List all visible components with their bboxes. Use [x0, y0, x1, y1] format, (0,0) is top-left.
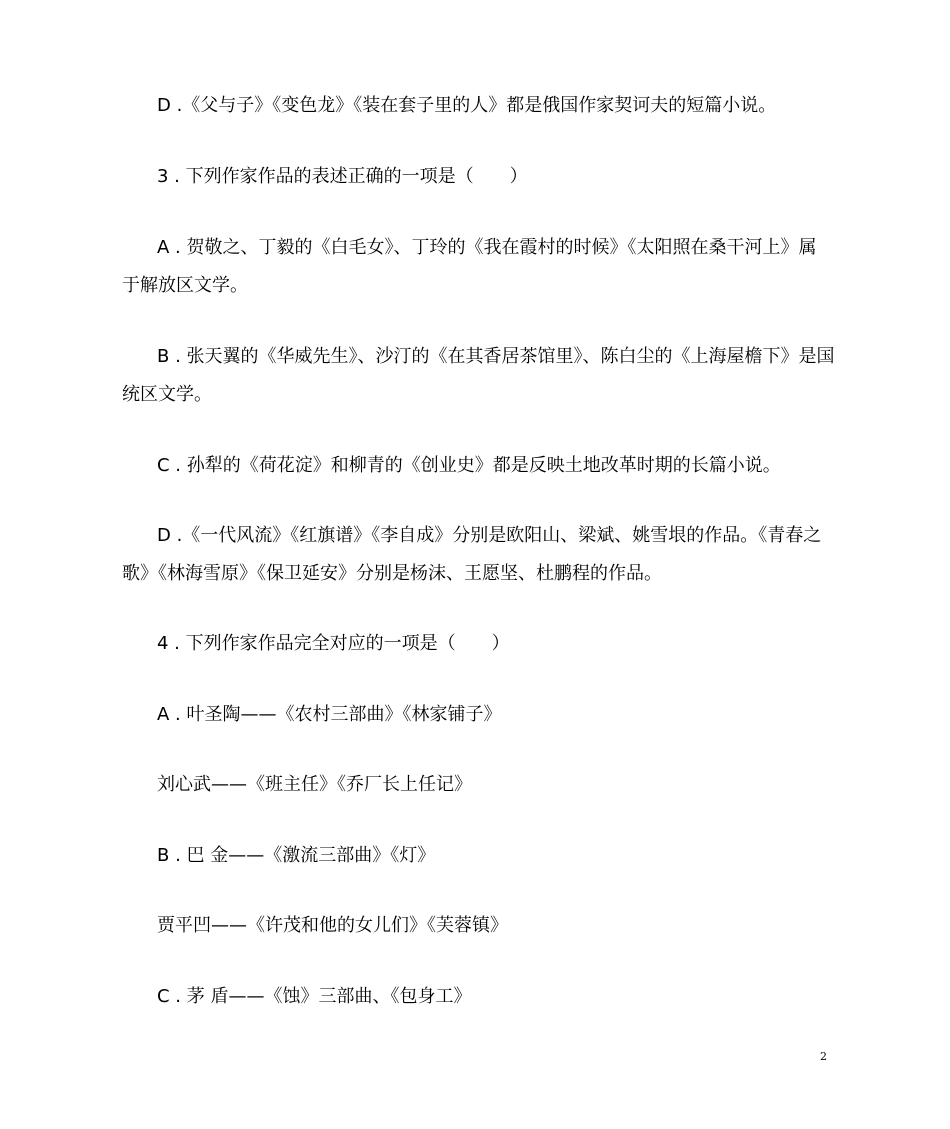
question-4-option-c-line-1: C . 茅 盾——《蚀》三部曲、《包身工》 [157, 986, 472, 1007]
question-4-option-b-line-2: 贾平凹——《许茂和他的女儿们》《芙蓉镇》 [157, 915, 508, 936]
question-4-option-a-line-2: 刘心武——《班主任》《乔厂长上任记》 [157, 774, 472, 795]
question-3-option-a-line-2: 于解放区文学。 [122, 275, 248, 296]
question-4-stem: 4 . 下列作家作品完全对应的一项是（ ） [157, 633, 510, 654]
option-d-question-2: D .《父与子》《变色龙》《装在套子里的人》都是俄国作家契诃夫的短篇小说。 [157, 95, 777, 116]
question-3-option-b-line-1: B . 张天翼的《华威先生》、沙汀的《在其香居茶馆里》、陈白尘的《上海屋檐下》是国 [157, 346, 835, 367]
question-3-option-d-line-1: D .《一代风流》《红旗谱》《李自成》分别是欧阳山、梁斌、姚雪垠的作品。《青春之 [157, 525, 822, 546]
question-3-option-b-line-2: 统区文学。 [122, 384, 212, 405]
page-number: 2 [820, 1050, 827, 1063]
question-3-option-c: C . 孙犁的《荷花淀》和柳青的《创业史》都是反映土地改革时期的长篇小说。 [157, 455, 781, 476]
question-3-stem: 3 . 下列作家作品的表述正确的一项是（ ） [157, 166, 528, 187]
question-4-option-a-line-1: A . 叶圣陶——《农村三部曲》《林家铺子》 [157, 704, 502, 725]
question-4-option-b-line-1: B . 巴 金——《激流三部曲》《灯》 [157, 845, 436, 866]
question-3-option-d-line-2: 歌》《林海雪原》《保卫延安》分别是杨沫、王愿坚、杜鹏程的作品。 [122, 563, 662, 584]
question-3-option-a-line-1: A . 贺敬之、丁毅的《白毛女》、丁玲的《我在霞村的时候》《太阳照在桑干河上》属 [157, 237, 817, 258]
